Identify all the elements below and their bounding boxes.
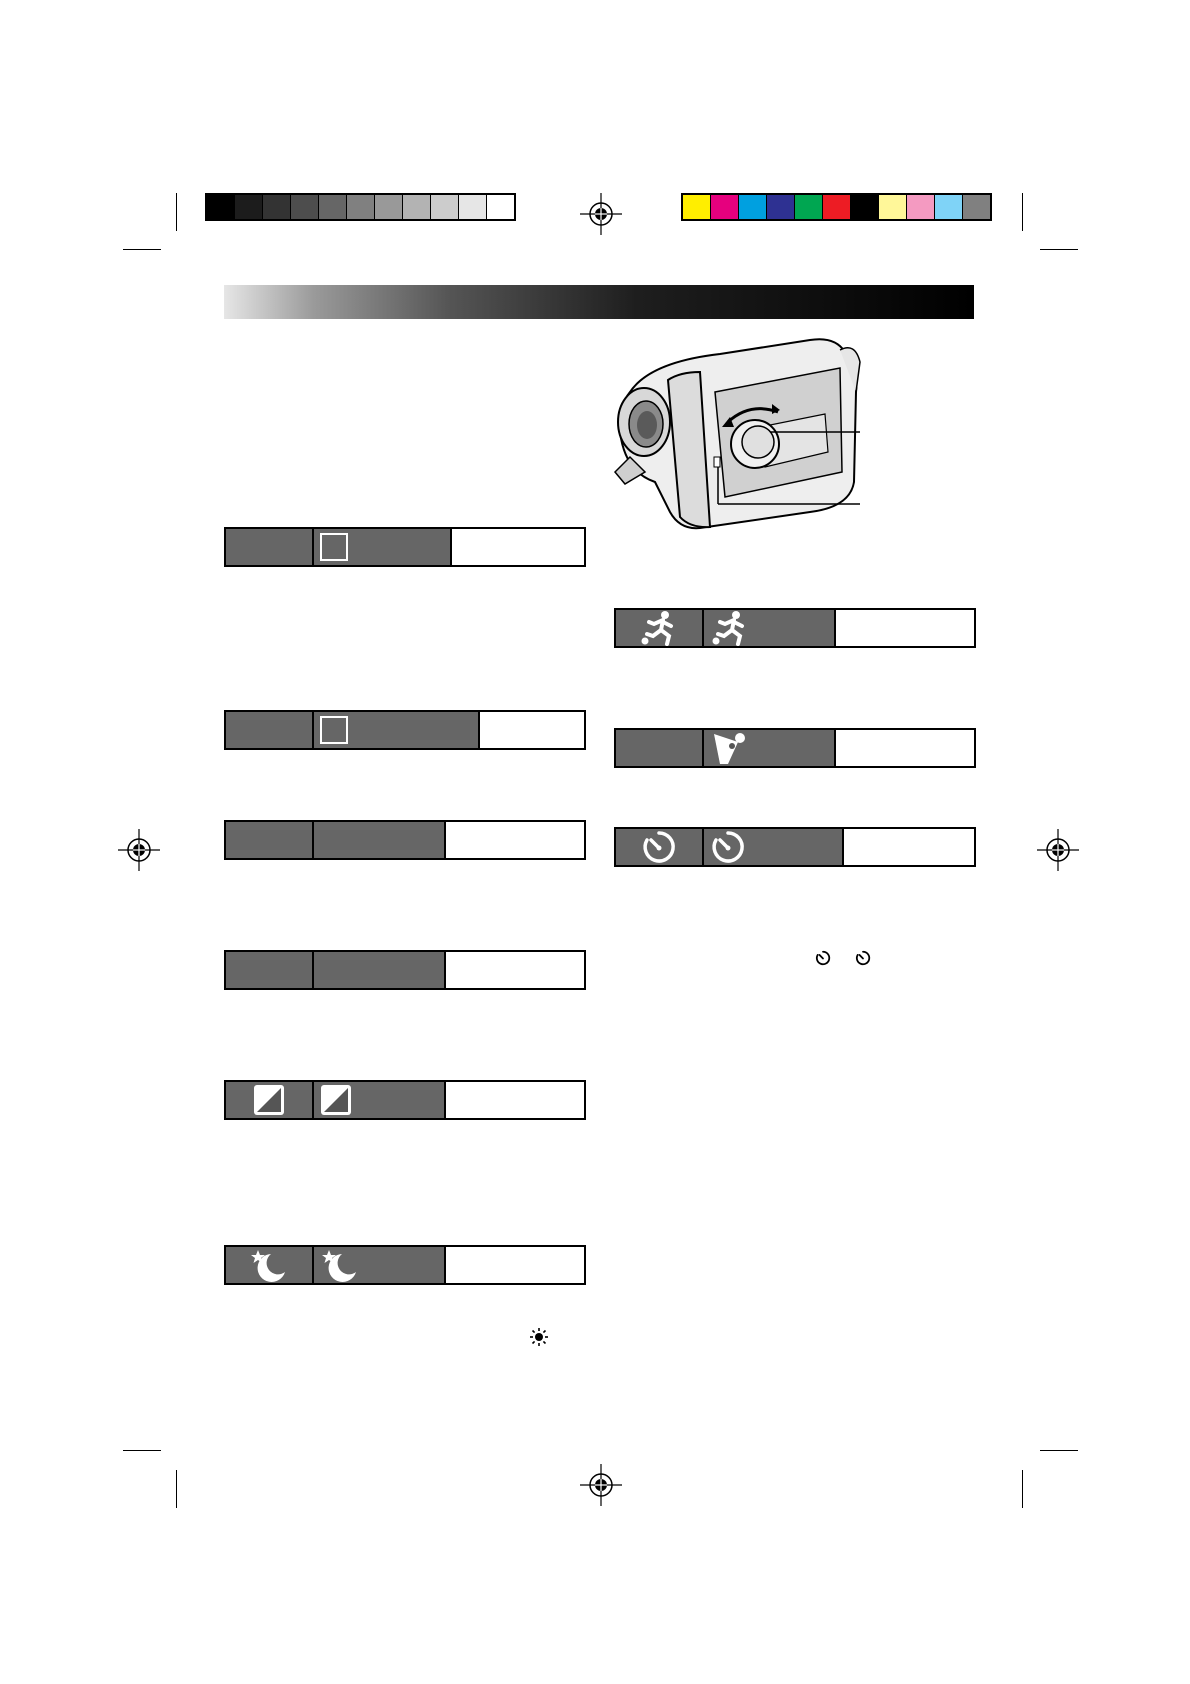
mode-row [614,608,976,648]
mode-row [224,527,586,567]
color-swatch [739,195,767,219]
mode-cell [616,610,704,646]
color-swatch [795,195,823,219]
mode-row [614,728,976,768]
camcorder-illustration [610,332,870,532]
mode-row [224,1245,586,1285]
color-swatch [319,195,347,219]
mode-cell [226,529,314,565]
night-icon [320,1248,360,1282]
square-outline-icon [320,533,348,561]
mode-row [224,710,586,750]
night-icon [249,1248,289,1282]
color-swatch [711,195,739,219]
section-header-bar [224,285,974,319]
color-swatch [235,195,263,219]
mode-row [224,1080,586,1120]
crop-mark [176,193,177,231]
mode-cell [704,829,842,865]
mode-cell [704,610,834,646]
mode-cell [616,730,704,766]
mode-row [224,820,586,860]
mode-cell-blank [842,829,974,865]
color-swatch [207,195,235,219]
mode-row [614,827,976,867]
crop-mark [1040,249,1078,250]
mode-cell [314,952,444,988]
mode-cell-blank [478,712,584,748]
color-swatch [347,195,375,219]
mode-cell-blank [450,529,584,565]
crop-mark [1040,1450,1078,1451]
color-scale-bar [681,193,992,221]
registration-target-icon [580,193,622,235]
color-swatch [907,195,935,219]
sun-icon [530,1328,548,1346]
color-swatch [879,195,907,219]
color-swatch [851,195,879,219]
mode-cell-blank [444,1247,584,1283]
registration-target-icon [580,1464,622,1506]
mode-cell [226,712,314,748]
crop-mark [1022,1470,1023,1508]
color-swatch [935,195,963,219]
color-swatch [291,195,319,219]
self-timer-icon [855,950,871,966]
sports-icon [639,610,679,646]
mode-cell [314,822,444,858]
color-swatch [487,195,514,219]
mode-cell [616,829,704,865]
mode-cell-blank [444,1082,584,1118]
self-timer-icon [641,829,677,865]
backlight-icon [320,1084,352,1116]
mode-cell [314,1082,444,1118]
self-timer-icon [710,829,746,865]
mode-cell [314,1247,444,1283]
crop-mark [1022,193,1023,231]
mode-cell-blank [444,822,584,858]
gray-scale-bar [205,193,516,221]
registration-target-icon [118,829,160,871]
mode-cell [226,1082,314,1118]
color-swatch [823,195,851,219]
spotlight-icon [710,730,750,766]
backlight-icon [253,1084,285,1116]
crop-mark [123,1450,161,1451]
color-swatch [963,195,990,219]
registration-target-icon [1037,829,1079,871]
color-swatch [683,195,711,219]
mode-cell [314,529,450,565]
color-swatch [375,195,403,219]
color-swatch [263,195,291,219]
mode-cell-blank [834,610,974,646]
mode-cell [226,822,314,858]
mode-cell [226,1247,314,1283]
mode-cell-blank [444,952,584,988]
crop-mark [123,249,161,250]
color-swatch [459,195,487,219]
square-outline-icon [320,716,348,744]
color-swatch [431,195,459,219]
mode-cell [314,712,478,748]
mode-row [224,950,586,990]
self-timer-icon [815,950,831,966]
color-swatch [767,195,795,219]
color-swatch [403,195,431,219]
sports-icon [710,610,750,646]
mode-cell [226,952,314,988]
mode-cell [704,730,834,766]
crop-mark [176,1470,177,1508]
mode-cell-blank [834,730,974,766]
